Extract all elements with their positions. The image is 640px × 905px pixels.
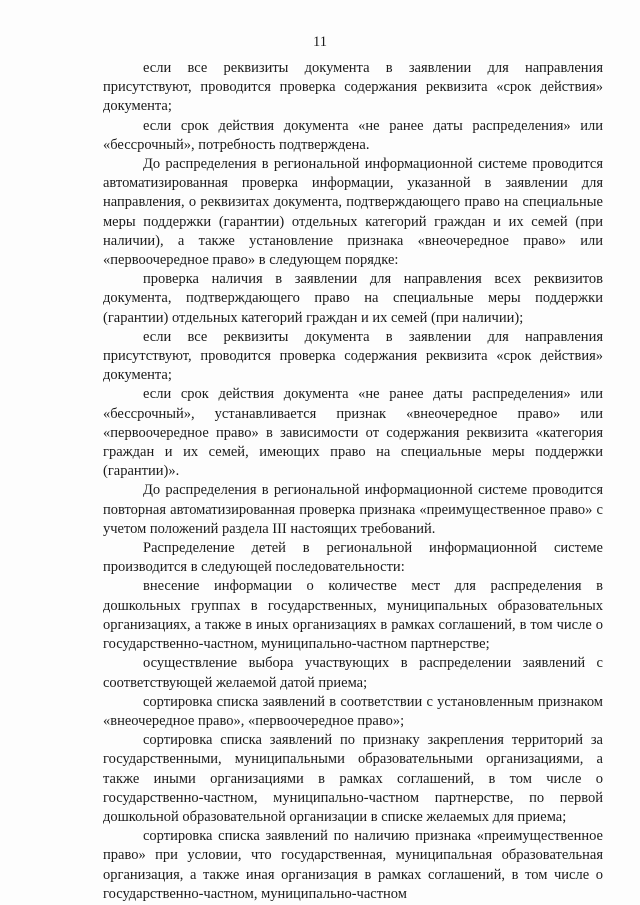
paragraph: До распределения в региональной информационной системе проводится автоматизированная проверка информации, указанной в заявлении для направления, о реквизитах документа, подтверждающего право на специальные меры поддержки (гарантии) отдельных категорий граждан и их семей (при наличии), а также установление признака «внеочередное право» или «первоочередное право» в следующем порядке:: [103, 156, 603, 269]
paragraph: сортировка списка заявлений по признаку закрепления территорий за государственными, муниципальными образовательными организациями, а также иными организациями в рамках соглашений, в том числе о государственно-частном, муниципально-частном партнерстве, по первой дошкольной образовательной организации в списке желаемых для приема;: [103, 732, 603, 825]
paragraph: внесение информации о количестве мест для распределения в дошкольных группах в государственных, муниципальных образовательных организациях, а также в иных организациях в рамках соглашений, в том числе о государственно-частном, муниципально-частном партнерстве;: [103, 578, 603, 653]
paragraph: осуществление выбора участвующих в распределении заявлений с соответствующей желаемой датой приема;: [103, 655, 603, 691]
paragraph: если все реквизиты документа в заявлении для направления присутствуют, проводится проверка содержания реквизита «срок действия» документа;: [103, 60, 603, 115]
paragraph: если все реквизиты документа в заявлении для направления присутствуют, проводится проверка содержания реквизита «срок действия» документа;: [103, 328, 603, 384]
paragraph: Распределение детей в региональной информационной системе производится в следующей последовательности:: [103, 540, 603, 576]
paragraph: если срок действия документа «не ранее даты распределения» или «бессрочный», устанавливается признак «внеочередное право» или «первоочередное право» в зависимости от содержания реквизита «категория граждан и их семей, имеющих право на специальные меры поддержки (гарантии)».: [103, 386, 603, 480]
document-body: [103, 59, 603, 904]
paragraph: сортировка списка заявлений по наличию признака «преимущественное право» при условии, что государственная, муниципальная образовательная организация, а также иная организация в рамках соглашений, в том числе о государственно-частном, муниципально-частном: [103, 828, 603, 902]
paragraph: если срок действия документа «не ранее даты распределения» или «бессрочный», потребность подтверждена.: [103, 117, 603, 153]
paragraph: сортировка списка заявлений в соответствии с установленным признаком «внеочередное право», «первоочередное право»;: [103, 693, 603, 729]
paragraph: До распределения в региональной информационной системе проводится повторная автоматизированная проверка признака «преимущественное право» с учетом положений раздела III настоящих требований.: [103, 482, 603, 537]
page-number: 11: [313, 34, 327, 50]
paragraph: проверка наличия в заявлении для направления всех реквизитов документа, подтверждающего право на специальные меры поддержки (гарантии) отдельных категорий граждан и их семей (при наличии);: [103, 271, 603, 326]
